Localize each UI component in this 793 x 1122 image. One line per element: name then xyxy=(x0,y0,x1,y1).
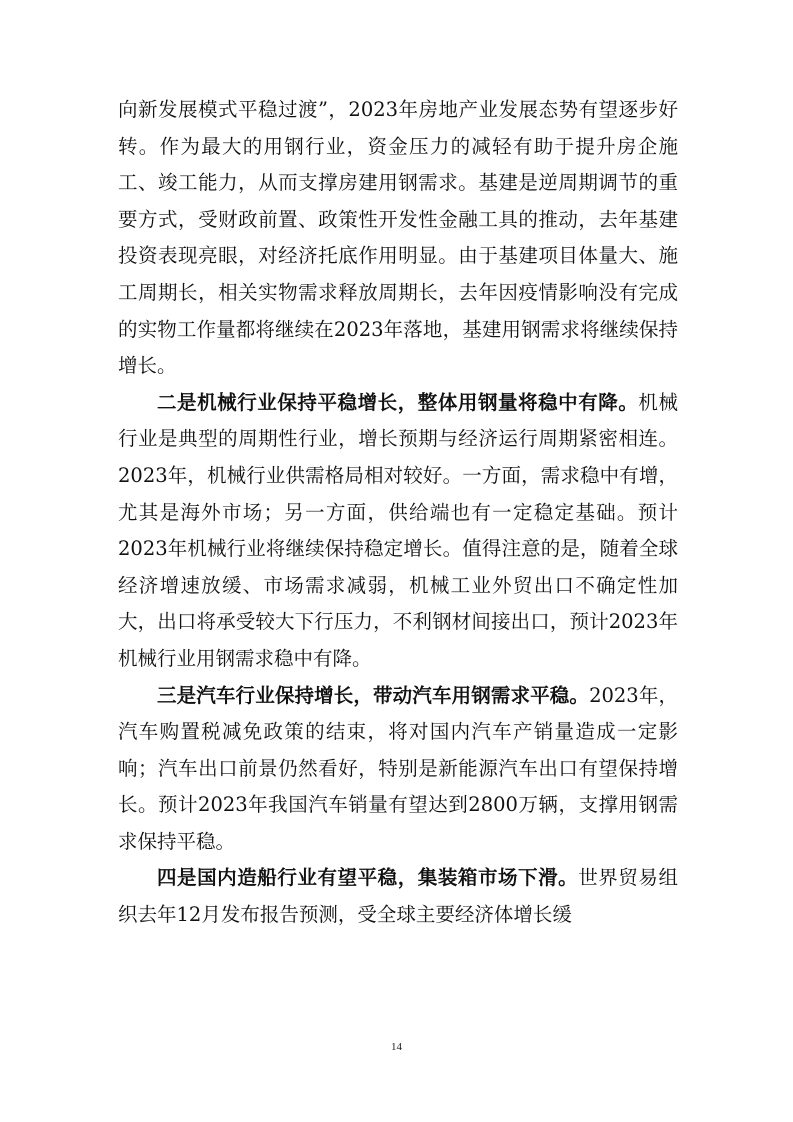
paragraph-4-text: 世界贸易组织去年12月发布报告预测，受全球主要经济体增长缓 xyxy=(118,866,678,927)
paragraph-4-heading: 四是国内造船行业有望平稳，集装箱市场下滑。 xyxy=(157,866,579,890)
body-text xyxy=(118,92,678,934)
paragraph-4 xyxy=(118,860,678,933)
paragraph-3-text: 2023年，汽车购置税减免政策的结束，将对国内汽车产销量造成一定影响；汽车出口前景仍然看好，特别是新能源汽车出口有望保持增长。预计2023年我国汽车销量有望达到2800万辆，支撑用钢需求保持平稳。 xyxy=(118,683,678,853)
paragraph-2-heading: 二是机械行业保持平稳增长，整体用钢量将稳中有降。 xyxy=(157,390,639,414)
page-number: 14 xyxy=(391,1041,402,1053)
paragraph-1-text: 向新发展模式平稳过渡”，2023年房地产业发展态势有望逐步好转。作为最大的用钢行业，资金压力的减轻有助于提升房企施工、竣工能力，从而支撑房建用钢需求。基建是逆周期调节的重要方式，受财政前置、政策性开发性金融工具的推动，去年基建投资表现亮眼，对经济托底作用明显。由于基建项目体量大、施工周期长，相关实物需求释放周期长，去年因疫情影响没有完成的实物工作量都将继续在2023年落地，基建用钢需求将继续保持增长。 xyxy=(118,98,678,378)
paragraph-2-text: 机械行业是典型的周期性行业，增长预期与经济运行周期紧密相连。2023年，机械行业供需格局相对较好。一方面，需求稳中有增，尤其是海外市场；另一方面，供给端也有一定稳定基础。预计2023年机械行业将继续保持稳定增长。值得注意的是，随着全球经济增速放缓、市场需求减弱，机械工业外贸出口不确定性加大，出口将承受较大下行压力，不利钢材间接出口，预计2023年机械行业用钢需求稳中有降。 xyxy=(118,390,678,670)
paragraph-2 xyxy=(118,385,678,678)
paragraph-3 xyxy=(118,678,678,861)
paragraph-1 xyxy=(118,92,678,385)
paragraph-3-heading: 三是汽车行业保持增长，带动汽车用钢需求平稳。 xyxy=(157,683,590,707)
